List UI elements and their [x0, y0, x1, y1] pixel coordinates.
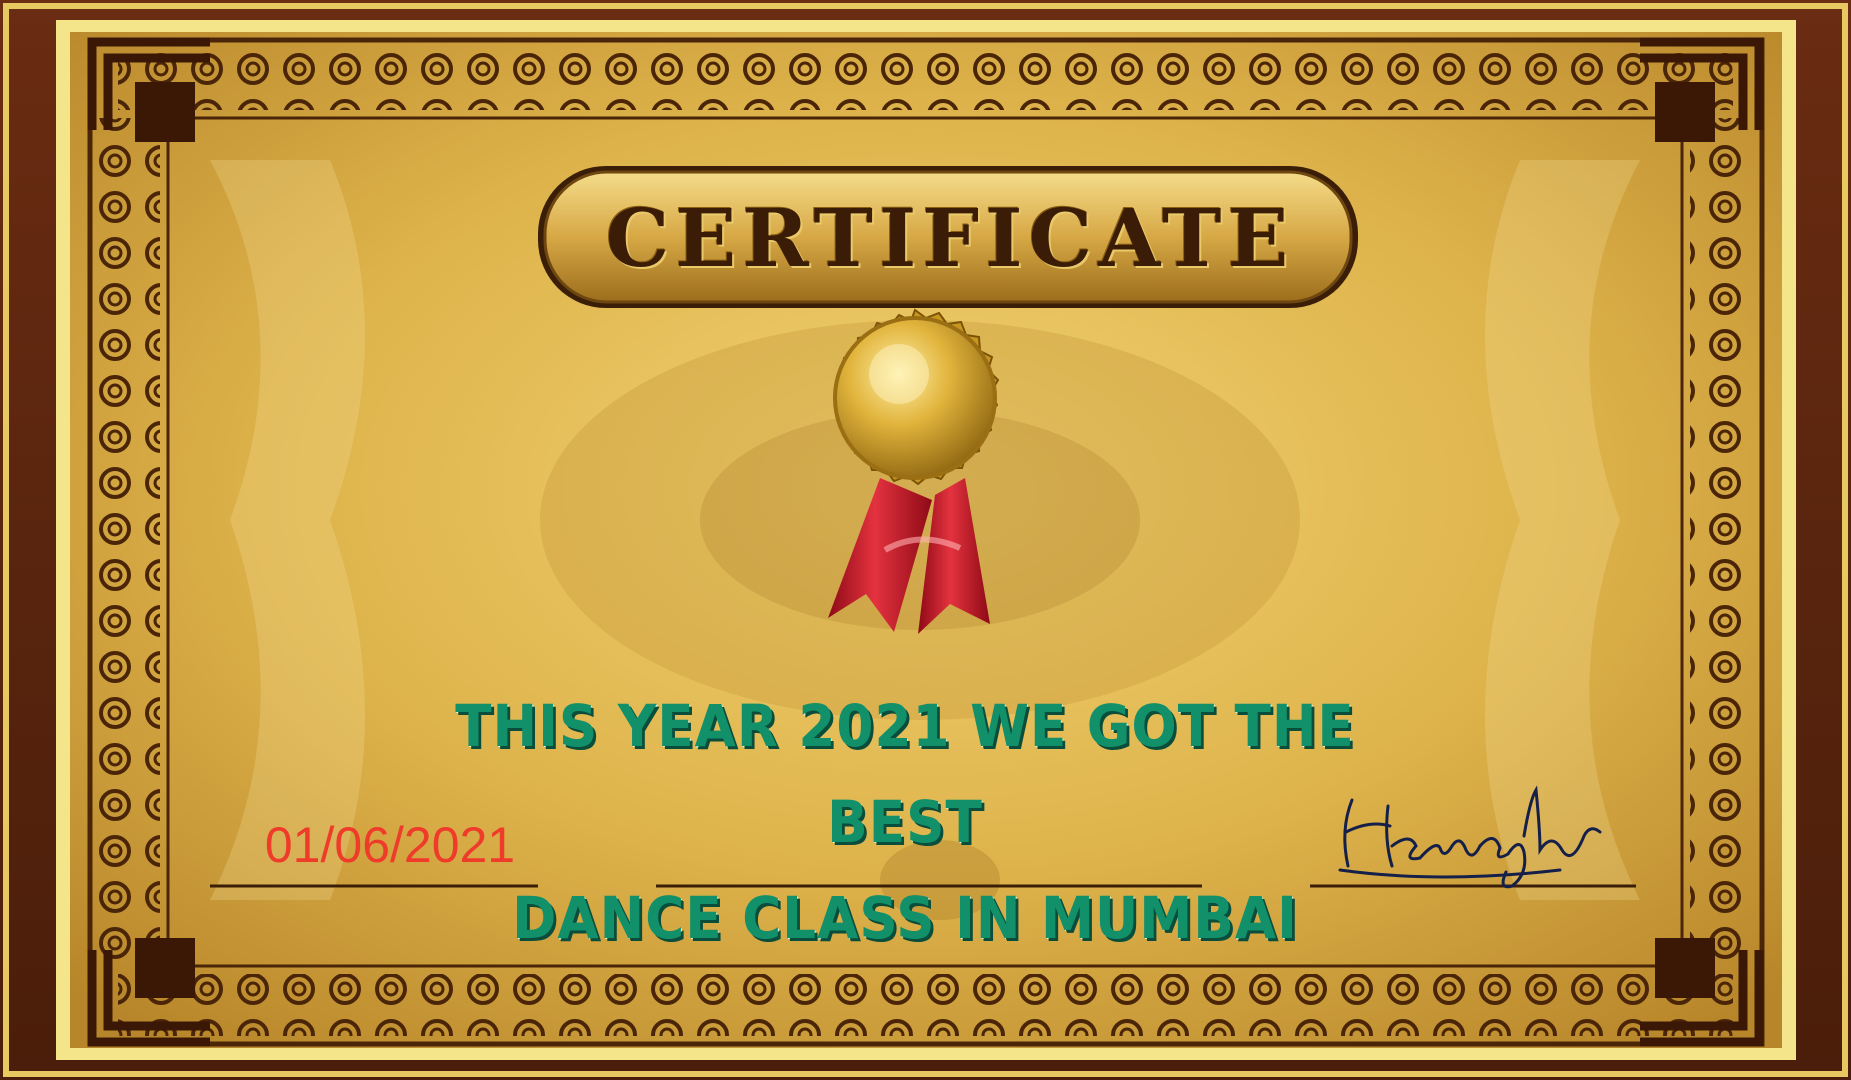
top-ornament-band: [118, 48, 1733, 110]
certificate-title: CERTIFICATE: [605, 191, 1295, 285]
bottom-ornament-band: [118, 974, 1733, 1036]
right-ornament-band: [1690, 118, 1752, 964]
certificate-headline: [376, 678, 1434, 966]
headline-line-1: THIS YEAR 2021 WE GOT THE BEST: [455, 692, 1355, 856]
left-ornament-band: [98, 118, 160, 964]
certificate-date: 01/06/2021: [264, 817, 516, 873]
headline-line-2: DANCE CLASS IN MUMBAI: [512, 884, 1298, 952]
